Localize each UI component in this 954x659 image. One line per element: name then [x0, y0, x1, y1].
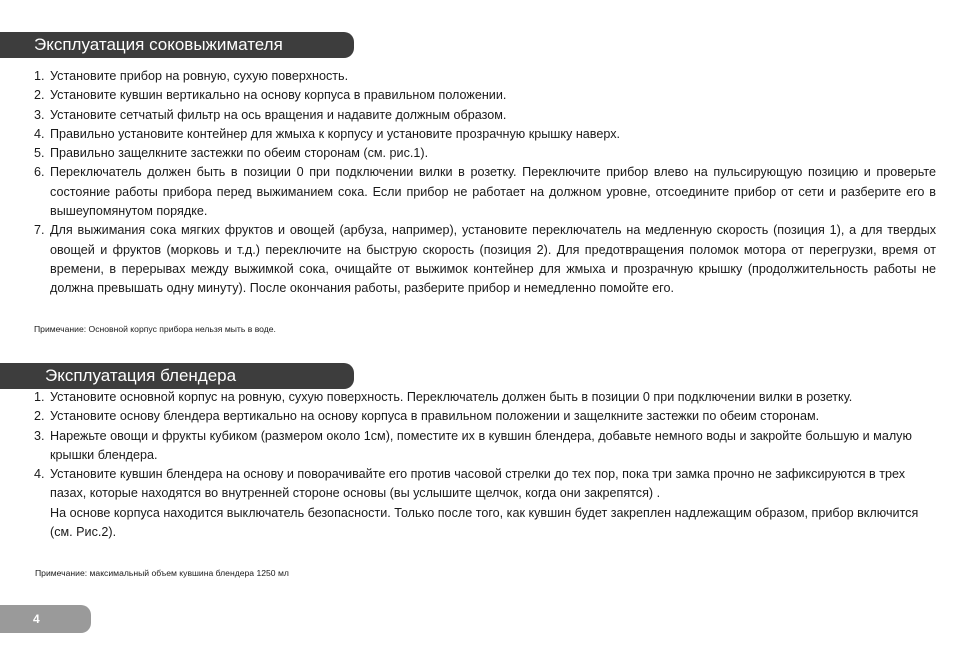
item-text: Для выжимания сока мягких фруктов и овощей (арбуза, например), установите переключатель на медленную скорость (позиция 1), а для твердых овощей и фруктов (морковь и т.д.) переключите на быструю скорость (позиция 2). Для предотвращения поломок мотора от перегрузки, время от времени, в перерывах между выжимкой сока, очищайте от выжимок контейнер для жмыха и прозрачную крышку (продолжительность работы не должна превышать одну минуту). После окончания работы, разберите прибор и немедленно помойте его. [50, 223, 936, 296]
list-item [0, 427, 954, 466]
list-item [0, 388, 954, 407]
item-text: Переключатель должен быть в позиции 0 при подключении вилки в розетку. Переключите прибор влево на пульсирующую позицию и проверьте состояние работы прибора перед выжиманием сока. Если прибор не работает на должном уровне, отсоедините прибор от сети и разберите его в вышеупомянутом порядке. [50, 165, 936, 219]
item-text: Установите кувшин блендера на основу и поворачивайте его против часовой стрелки до тех пор, пока три замка прочно не зафиксируются в трех пазах, которые находятся во внутренней стороне основы (вы услышите щелчок, когда они закрепятся) . [50, 467, 906, 501]
list-item [0, 86, 954, 105]
item-number: 4. [34, 126, 45, 141]
item-number: 5. [34, 146, 45, 161]
list-item [0, 465, 954, 542]
item-number: 1. [34, 390, 45, 404]
blender-note: Примечание: максимальный объем кувшина блендера 1250 мл [35, 568, 289, 578]
item-text: Нарежьте овощи и фрукты кубиком (размером около 1см), поместите их в кувшин блендера, добавьте немного воды и закройте большую и малую крышки блендера. [50, 428, 912, 462]
item-text: Установите прибор на ровную, сухую поверхность. [50, 69, 349, 83]
item-text: Правильно защелкните застежки по обеим сторонам (см. рис.1). [50, 146, 429, 161]
item-text: Правильно установите контейнер для жмыха к корпусу и установите прозрачную крышку наверх. [50, 126, 620, 141]
item-text: Установите основной корпус на ровную, сухую поверхность. Переключатель должен быть в позиции 0 при подключении вилки в розетку. [50, 390, 853, 404]
juicer-instructions-list [0, 67, 954, 299]
list-item [0, 407, 954, 426]
item-text-extra: На основе корпуса находится выключатель безопасности. Только после того, как кувшин будет закреплен надлежащим образом, прибор включится (см. Рис.2). [50, 505, 919, 540]
list-item [0, 125, 954, 144]
item-text: Установите сетчатый фильтр на ось вращения и надавите должным образом. [50, 107, 507, 122]
item-number: 7. [34, 223, 45, 238]
blender-instructions-list [0, 388, 954, 542]
item-number: 3. [34, 107, 45, 122]
item-text: Установите основу блендера вертикально на основу корпуса в правильном положении и защелкните застежки по обеим сторонам. [50, 409, 820, 424]
juicer-note: Примечание: Основной корпус прибора нельзя мыть в воде. [34, 324, 276, 334]
item-number: 6. [34, 165, 45, 180]
list-item [0, 144, 954, 163]
list-item [0, 67, 954, 86]
section-title-blender: Эксплуатация блендера [0, 363, 354, 389]
item-number: 2. [34, 409, 45, 424]
list-item [0, 106, 954, 125]
item-number: 3. [34, 428, 45, 443]
item-number: 1. [34, 69, 45, 83]
page-number: 4 [0, 605, 91, 633]
list-item [0, 163, 954, 221]
item-text: Установите кувшин вертикально на основу корпуса в правильном положении. [50, 88, 507, 103]
item-number: 2. [34, 88, 45, 103]
section-title-juicer: Эксплуатация соковыжимателя [0, 32, 354, 58]
list-item [0, 221, 954, 298]
item-number: 4. [34, 467, 45, 482]
